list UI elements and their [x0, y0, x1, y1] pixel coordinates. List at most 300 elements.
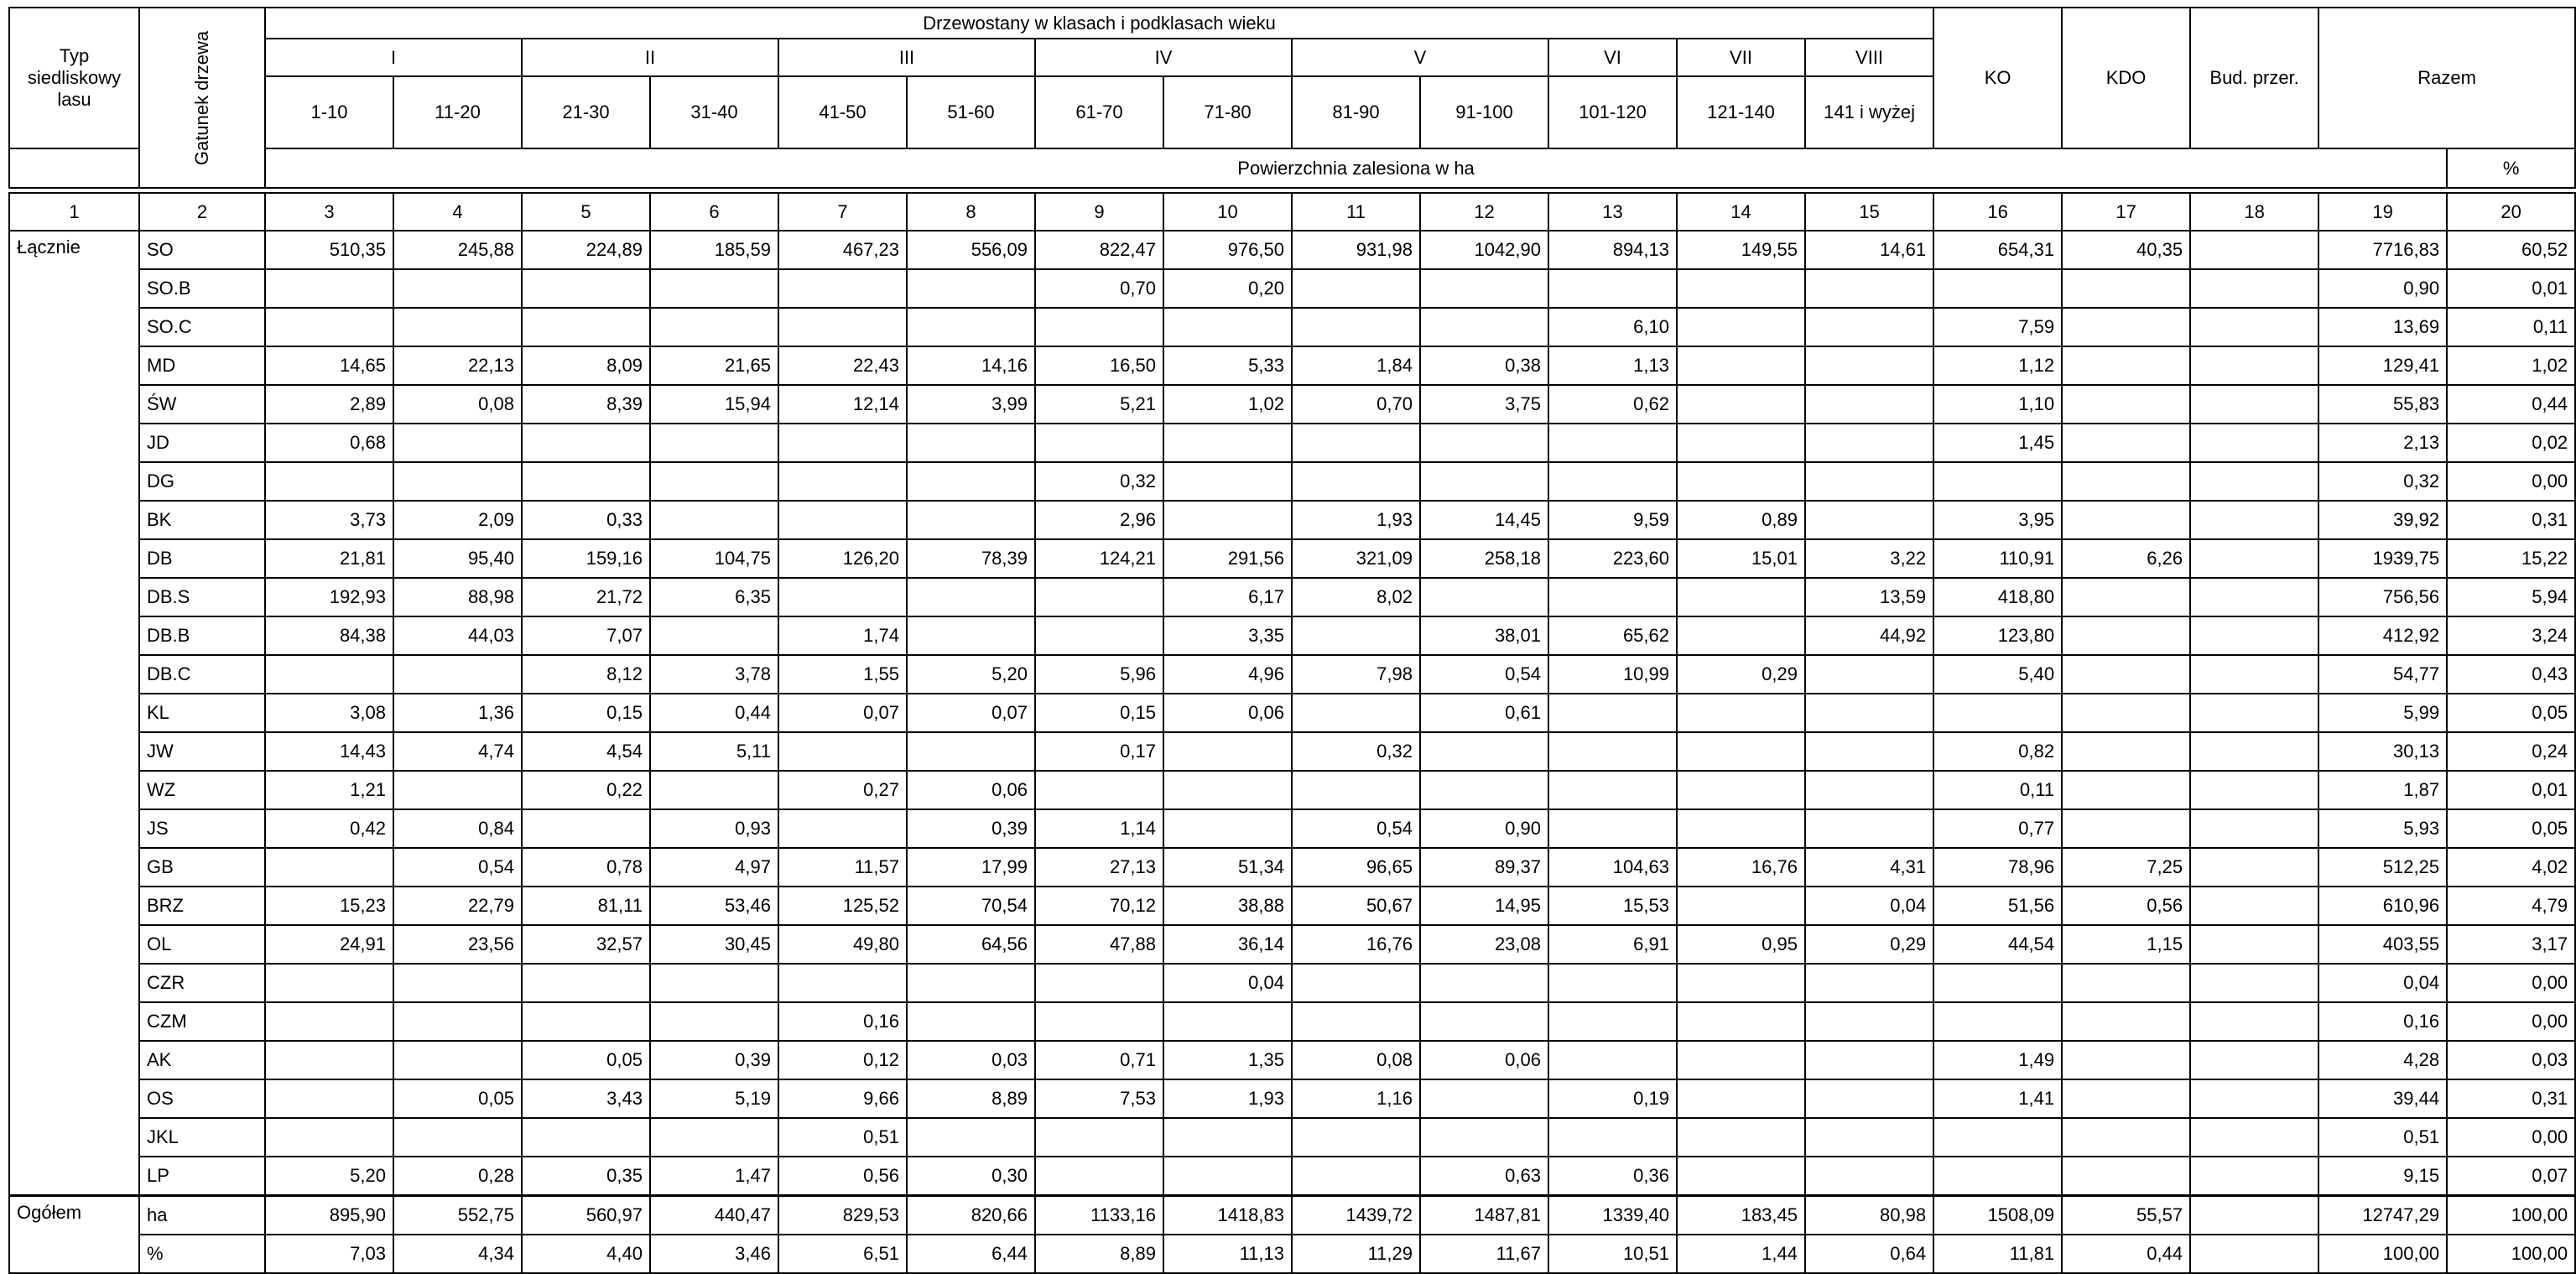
value-cell	[1548, 1041, 1677, 1079]
header-powierzchnia: Powierzchnia zalesiona w ha	[265, 148, 2447, 188]
value-cell: 0,54	[1420, 655, 1548, 694]
total-cell: 6,51	[778, 1235, 907, 1273]
column-number: 11	[1292, 193, 1420, 231]
value-cell	[1933, 1002, 2062, 1041]
value-cell: 96,65	[1292, 848, 1420, 887]
value-cell: 3,99	[907, 385, 1035, 424]
value-cell	[393, 1118, 522, 1157]
value-cell	[907, 964, 1035, 1002]
value-cell	[2190, 269, 2318, 308]
value-cell: 0,90	[2318, 269, 2447, 308]
value-cell: 0,56	[778, 1157, 907, 1196]
column-number: 1	[9, 193, 139, 231]
header-class-v: V	[1292, 39, 1548, 76]
value-cell	[907, 578, 1035, 616]
value-cell	[1163, 1157, 1292, 1196]
value-cell: 510,35	[265, 231, 393, 269]
total-cell	[2190, 1235, 2318, 1273]
table-row	[9, 424, 2575, 462]
value-cell: 0,19	[1548, 1079, 1677, 1118]
header-class-vi: VI	[1548, 39, 1677, 76]
value-cell: 30,45	[650, 925, 778, 964]
value-cell: 245,88	[393, 231, 522, 269]
value-cell	[2062, 771, 2190, 809]
value-cell	[650, 964, 778, 1002]
species-code: BRZ	[139, 887, 265, 925]
value-cell	[265, 462, 393, 501]
value-cell: 0,39	[907, 809, 1035, 848]
value-cell: 53,46	[650, 887, 778, 925]
total-cell	[2190, 1196, 2318, 1235]
value-cell	[907, 1002, 1035, 1041]
value-cell	[1292, 1157, 1420, 1196]
value-cell	[1163, 809, 1292, 848]
table-row	[9, 925, 2575, 964]
value-cell: 8,09	[522, 346, 650, 385]
value-cell	[1677, 308, 1805, 346]
header-range: 11-20	[393, 76, 522, 148]
value-cell: 39,44	[2318, 1079, 2447, 1118]
value-cell: 0,39	[650, 1041, 778, 1079]
value-cell: 0,02	[2447, 424, 2575, 462]
value-cell	[1292, 964, 1420, 1002]
species-code: JD	[139, 424, 265, 462]
value-cell: 3,78	[650, 655, 778, 694]
value-cell	[2190, 539, 2318, 578]
species-code: KL	[139, 694, 265, 732]
header-bud-przer: Bud. przer.	[2190, 8, 2318, 148]
value-cell: 0,07	[2447, 1157, 2575, 1196]
value-cell: 0,04	[1805, 887, 1933, 925]
value-cell: 55,83	[2318, 385, 2447, 424]
value-cell	[1548, 1118, 1677, 1157]
value-cell	[1805, 1157, 1933, 1196]
value-cell: 0,38	[1420, 346, 1548, 385]
value-cell: 0,93	[650, 809, 778, 848]
value-cell	[778, 308, 907, 346]
column-number: 3	[265, 193, 393, 231]
table-row	[9, 1157, 2575, 1196]
table-row	[9, 809, 2575, 848]
total-cell: 820,66	[907, 1196, 1035, 1235]
value-cell: 124,21	[1035, 539, 1163, 578]
value-cell: 0,33	[522, 501, 650, 539]
value-cell: 21,81	[265, 539, 393, 578]
value-cell	[1163, 308, 1292, 346]
value-cell	[1677, 346, 1805, 385]
value-cell: 14,65	[265, 346, 393, 385]
value-cell	[778, 964, 907, 1002]
value-cell	[1677, 616, 1805, 655]
value-cell	[1805, 655, 1933, 694]
value-cell: 192,93	[265, 578, 393, 616]
value-cell: 70,12	[1035, 887, 1163, 925]
header-range: 91-100	[1420, 76, 1548, 148]
column-number: 17	[2062, 193, 2190, 231]
total-cell: 11,81	[1933, 1235, 2062, 1273]
species-code: WZ	[139, 771, 265, 809]
total-cell: 80,98	[1805, 1196, 1933, 1235]
value-cell: 0,05	[522, 1041, 650, 1079]
value-cell: 0,44	[2447, 385, 2575, 424]
value-cell: 22,79	[393, 887, 522, 925]
value-cell	[265, 1118, 393, 1157]
value-cell	[2062, 308, 2190, 346]
value-cell	[393, 771, 522, 809]
value-cell	[1420, 308, 1548, 346]
value-cell	[2062, 1079, 2190, 1118]
value-cell	[1292, 694, 1420, 732]
species-code: ŚW	[139, 385, 265, 424]
total-cell: 7,03	[265, 1235, 393, 1273]
value-cell: 15,94	[650, 385, 778, 424]
value-cell: 0,00	[2447, 964, 2575, 1002]
value-cell: 0,22	[522, 771, 650, 809]
table-row	[9, 887, 2575, 925]
value-cell	[1548, 578, 1677, 616]
value-cell: 23,56	[393, 925, 522, 964]
header-age-classes-group: Drzewostany w klasach i podklasach wieku	[265, 8, 1933, 39]
value-cell	[1805, 1118, 1933, 1157]
value-cell: 4,31	[1805, 848, 1933, 887]
value-cell	[1677, 269, 1805, 308]
table-row	[9, 1002, 2575, 1041]
value-cell: 321,09	[1292, 539, 1420, 578]
value-cell	[393, 424, 522, 462]
value-cell: 104,63	[1548, 848, 1677, 887]
value-cell: 0,54	[393, 848, 522, 887]
value-cell	[2062, 809, 2190, 848]
value-cell: 78,96	[1933, 848, 2062, 887]
value-cell	[393, 964, 522, 1002]
value-cell: 54,77	[2318, 655, 2447, 694]
header-range: 21-30	[522, 76, 650, 148]
value-cell: 32,57	[522, 925, 650, 964]
value-cell: 21,72	[522, 578, 650, 616]
value-cell	[1805, 346, 1933, 385]
value-cell: 8,02	[1292, 578, 1420, 616]
value-cell: 15,23	[265, 887, 393, 925]
value-cell: 149,55	[1677, 231, 1805, 269]
value-cell	[1677, 809, 1805, 848]
value-cell	[1933, 964, 2062, 1002]
value-cell	[778, 424, 907, 462]
value-cell	[1548, 964, 1677, 1002]
table-row	[9, 385, 2575, 424]
value-cell	[1035, 1157, 1163, 1196]
header-range: 61-70	[1035, 76, 1163, 148]
value-cell	[1035, 308, 1163, 346]
value-cell	[1805, 1002, 1933, 1041]
value-cell: 0,11	[1933, 771, 2062, 809]
value-cell: 36,14	[1163, 925, 1292, 964]
value-cell: 0,29	[1805, 925, 1933, 964]
value-cell: 0,01	[2447, 771, 2575, 809]
value-cell: 0,08	[1292, 1041, 1420, 1079]
column-number: 6	[650, 193, 778, 231]
value-cell	[1677, 694, 1805, 732]
table-row	[9, 655, 2575, 694]
value-cell: 2,13	[2318, 424, 2447, 462]
value-cell: 6,26	[2062, 539, 2190, 578]
value-cell	[2190, 308, 2318, 346]
table-row	[9, 1079, 2575, 1118]
value-cell	[1292, 269, 1420, 308]
value-cell: 4,79	[2447, 887, 2575, 925]
value-cell: 5,20	[907, 655, 1035, 694]
value-cell	[778, 501, 907, 539]
total-cell: 11,13	[1163, 1235, 1292, 1273]
value-cell: 467,23	[778, 231, 907, 269]
value-cell	[1292, 462, 1420, 501]
value-cell	[265, 655, 393, 694]
value-cell	[1163, 462, 1292, 501]
value-cell	[778, 809, 907, 848]
column-number-row	[9, 193, 2575, 231]
value-cell: 0,27	[778, 771, 907, 809]
value-cell: 0,78	[522, 848, 650, 887]
value-cell: 0,70	[1035, 269, 1163, 308]
species-code: CZR	[139, 964, 265, 1002]
value-cell: 78,39	[907, 539, 1035, 578]
value-cell: 5,94	[2447, 578, 2575, 616]
header-range: 81-90	[1292, 76, 1420, 148]
value-cell: 3,17	[2447, 925, 2575, 964]
column-number: 9	[1035, 193, 1163, 231]
total-cell: 3,46	[650, 1235, 778, 1273]
value-cell: 0,44	[650, 694, 778, 732]
value-cell	[1548, 771, 1677, 809]
value-cell	[2190, 887, 2318, 925]
value-cell: 0,31	[2447, 1079, 2575, 1118]
value-cell: 894,13	[1548, 231, 1677, 269]
header-range: 41-50	[778, 76, 907, 148]
value-cell: 38,01	[1420, 616, 1548, 655]
value-cell	[2062, 1118, 2190, 1157]
total-cell: 183,45	[1677, 1196, 1805, 1235]
value-cell	[650, 501, 778, 539]
table-row	[9, 578, 2575, 616]
value-cell: 50,67	[1292, 887, 1420, 925]
value-cell: 0,05	[2447, 694, 2575, 732]
value-cell	[2062, 501, 2190, 539]
table-row	[9, 1118, 2575, 1157]
value-cell	[1677, 1118, 1805, 1157]
value-cell	[265, 308, 393, 346]
value-cell	[1805, 462, 1933, 501]
value-cell	[1548, 269, 1677, 308]
table-row	[9, 269, 2575, 308]
value-cell: 512,25	[2318, 848, 2447, 887]
value-cell	[1163, 1002, 1292, 1041]
total-cell: 1418,83	[1163, 1196, 1292, 1235]
column-number: 19	[2318, 193, 2447, 231]
value-cell: 95,40	[393, 539, 522, 578]
value-cell: 0,24	[2447, 732, 2575, 771]
value-cell: 1,74	[778, 616, 907, 655]
total-cell: 1487,81	[1420, 1196, 1548, 1235]
value-cell: 4,96	[1163, 655, 1292, 694]
total-cell: 895,90	[265, 1196, 393, 1235]
value-cell	[1805, 771, 1933, 809]
species-code: BK	[139, 501, 265, 539]
value-cell: 1042,90	[1420, 231, 1548, 269]
value-cell: 5,40	[1933, 655, 2062, 694]
value-cell	[2062, 655, 2190, 694]
total-cell: 11,29	[1292, 1235, 1420, 1273]
value-cell	[1163, 1118, 1292, 1157]
species-code: AK	[139, 1041, 265, 1079]
value-cell: 7,53	[1035, 1079, 1163, 1118]
value-cell: 931,98	[1292, 231, 1420, 269]
value-cell: 258,18	[1420, 539, 1548, 578]
value-cell	[1548, 1002, 1677, 1041]
value-cell: 125,52	[778, 887, 907, 925]
value-cell: 14,61	[1805, 231, 1933, 269]
total-unit: %	[139, 1235, 265, 1273]
value-cell: 1939,75	[2318, 539, 2447, 578]
value-cell: 4,54	[522, 732, 650, 771]
value-cell: 0,12	[778, 1041, 907, 1079]
value-cell	[1163, 501, 1292, 539]
value-cell: 1,49	[1933, 1041, 2062, 1079]
value-cell: 0,51	[778, 1118, 907, 1157]
value-cell	[1677, 887, 1805, 925]
value-cell	[393, 462, 522, 501]
table-row	[9, 462, 2575, 501]
value-cell	[1420, 269, 1548, 308]
value-cell	[2190, 501, 2318, 539]
value-cell: 0,89	[1677, 501, 1805, 539]
value-cell	[778, 269, 907, 308]
value-cell: 0,01	[2447, 269, 2575, 308]
value-cell	[522, 462, 650, 501]
value-cell	[1035, 964, 1163, 1002]
value-cell: 3,22	[1805, 539, 1933, 578]
value-cell	[393, 1002, 522, 1041]
total-cell: 11,67	[1420, 1235, 1548, 1273]
value-cell	[778, 578, 907, 616]
value-cell: 70,54	[907, 887, 1035, 925]
value-cell: 13,69	[2318, 308, 2447, 346]
table-row	[9, 1041, 2575, 1079]
value-cell: 0,32	[1292, 732, 1420, 771]
value-cell: 976,50	[1163, 231, 1292, 269]
value-cell	[1677, 771, 1805, 809]
header-class-iv: IV	[1035, 39, 1292, 76]
value-cell: 0,03	[2447, 1041, 2575, 1079]
value-cell	[393, 1041, 522, 1079]
value-cell	[1677, 1079, 1805, 1118]
value-cell: 0,32	[1035, 462, 1163, 501]
value-cell: 610,96	[2318, 887, 2447, 925]
value-cell	[1292, 424, 1420, 462]
value-cell	[1805, 964, 1933, 1002]
header-range: 141 i wyżej	[1805, 76, 1933, 148]
value-cell: 0,03	[907, 1041, 1035, 1079]
value-cell: 0,70	[1292, 385, 1420, 424]
value-cell	[1420, 732, 1548, 771]
value-cell: 3,24	[2447, 616, 2575, 655]
value-cell: 22,43	[778, 346, 907, 385]
value-cell: 1,93	[1292, 501, 1420, 539]
value-cell	[2190, 578, 2318, 616]
value-cell	[2190, 385, 2318, 424]
value-cell	[1933, 462, 2062, 501]
value-cell: 756,56	[2318, 578, 2447, 616]
species-code: OL	[139, 925, 265, 964]
value-cell: 0,11	[2447, 308, 2575, 346]
value-cell: 14,43	[265, 732, 393, 771]
header-range: 31-40	[650, 76, 778, 148]
value-cell: 1,16	[1292, 1079, 1420, 1118]
value-cell: 0,32	[2318, 462, 2447, 501]
value-cell: 38,88	[1163, 887, 1292, 925]
value-cell	[1677, 578, 1805, 616]
value-cell	[1420, 578, 1548, 616]
value-cell: 1,45	[1933, 424, 2062, 462]
value-cell: 89,37	[1420, 848, 1548, 887]
value-cell	[2190, 616, 2318, 655]
total-cell: 0,64	[1805, 1235, 1933, 1273]
total-cell: 1,44	[1677, 1235, 1805, 1273]
value-cell	[650, 269, 778, 308]
value-cell: 30,13	[2318, 732, 2447, 771]
value-cell	[393, 655, 522, 694]
value-cell: 81,11	[522, 887, 650, 925]
value-cell: 60,52	[2447, 231, 2575, 269]
value-cell: 129,41	[2318, 346, 2447, 385]
value-cell: 418,80	[1933, 578, 2062, 616]
value-cell	[522, 308, 650, 346]
value-cell	[522, 1118, 650, 1157]
value-cell: 291,56	[1163, 539, 1292, 578]
value-cell	[907, 616, 1035, 655]
value-cell	[1292, 616, 1420, 655]
value-cell	[2062, 964, 2190, 1002]
value-cell	[907, 732, 1035, 771]
column-number: 7	[778, 193, 907, 231]
table-row	[9, 231, 2575, 269]
value-cell: 14,45	[1420, 501, 1548, 539]
value-cell	[778, 732, 907, 771]
value-cell	[2190, 424, 2318, 462]
value-cell	[2062, 578, 2190, 616]
value-cell: 65,62	[1548, 616, 1677, 655]
table-row	[9, 964, 2575, 1002]
value-cell: 0,29	[1677, 655, 1805, 694]
value-cell	[1933, 694, 2062, 732]
value-cell: 0,35	[522, 1157, 650, 1196]
value-cell: 110,91	[1933, 539, 2062, 578]
value-cell	[265, 1079, 393, 1118]
species-code: CZM	[139, 1002, 265, 1041]
total-row	[9, 1196, 2575, 1235]
value-cell: 1,10	[1933, 385, 2062, 424]
value-cell	[1677, 1157, 1805, 1196]
species-code: SO.C	[139, 308, 265, 346]
value-cell: 6,35	[650, 578, 778, 616]
value-cell	[1420, 771, 1548, 809]
group-label-lacznie: Łącznie	[9, 231, 139, 1196]
value-cell	[1805, 809, 1933, 848]
value-cell: 15,53	[1548, 887, 1677, 925]
column-number: 10	[1163, 193, 1292, 231]
value-cell	[2062, 1041, 2190, 1079]
value-cell	[265, 1041, 393, 1079]
value-cell: 39,92	[2318, 501, 2447, 539]
value-cell	[1292, 1118, 1420, 1157]
